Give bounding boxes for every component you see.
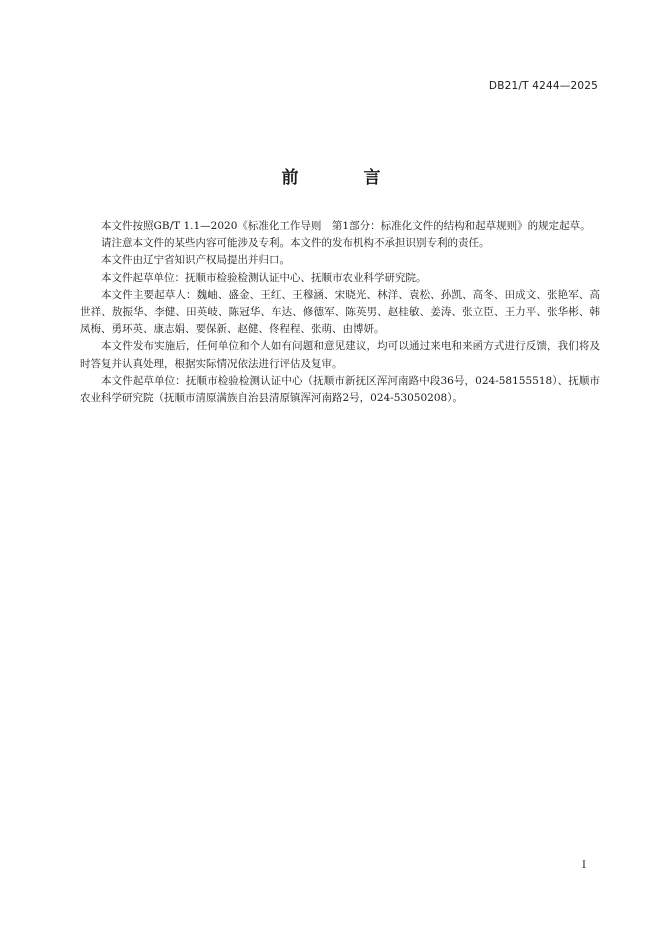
page-title: 前 言 xyxy=(281,168,405,188)
document-code: DB21/T 4244—2025 xyxy=(488,80,598,92)
paragraph-drafting-units: 本文件起草单位：抚顺市检验检测认证中心、抚顺市农业科学研究院。 xyxy=(101,271,427,284)
page-number: I xyxy=(582,860,586,871)
paragraph-drafting-basis: 本文件按照GB/T 1.1—2020《标准化工作导则 第1部分：标准化文件的结构和起草规则》的规定起草。 xyxy=(101,220,591,232)
paragraph-feedback: 本文件发布实施后，任何单位和个人如有问题和意见建议，均可以通过来电和来函方式进行反馈，我们将及时答复并认真处理，根据实际情况依法进行评估及复审。 xyxy=(80,340,600,370)
paragraph-patent-notice: 请注意本文件的某些内容可能涉及专利。本文件的发布机构不承担识别专利的责任。 xyxy=(101,237,490,250)
foreword-body xyxy=(80,218,600,407)
paragraph-contact-units: 本文件起草单位：抚顺市检验检测认证中心（抚顺市新抚区浑河南路中段36号，024-58155518）、抚顺市农业科学研究院（抚顺市清原满族自治县清原镇浑河南路2号，024-53050208）。 xyxy=(80,374,600,405)
paragraph-proposer: 本文件由辽宁省知识产权局提出并归口。 xyxy=(101,254,290,267)
paragraph-drafters: 本文件主要起草人：魏岫、盛金、王红、王穆涵、宋晓光、林洋、袁松、孙凯、高冬、田成文、张艳军、高世祥、敖振华、李健、田英岐、陈冠华、车达、修德军、陈英男、赵桂敏、姜涛、张立臣、王力平、张华彬、韩凤梅、勇环英、康志娟、要保新、赵健、佟程程、张萌、由博妍。 xyxy=(80,288,600,336)
